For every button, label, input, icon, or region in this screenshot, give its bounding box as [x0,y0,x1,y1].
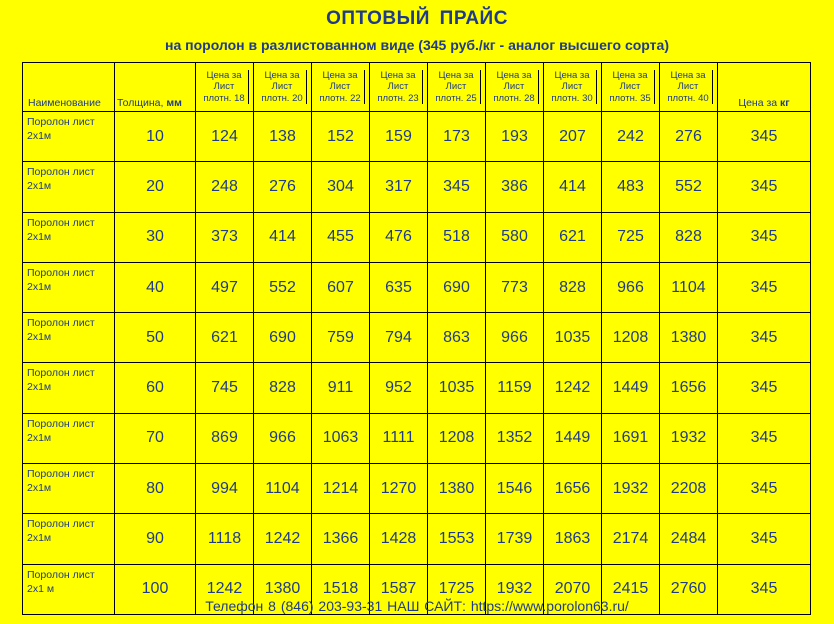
page-title: ОПТОВЫЙ ПРАЙС [326,8,508,29]
price-cell: 580 [486,212,544,262]
price-cell: 863 [428,313,486,363]
price-cell: 1725 [428,564,486,614]
price-cell: 1553 [428,514,486,564]
product-name-cell [23,112,115,162]
price-cell: 690 [254,313,312,363]
product-name-cell [23,212,115,262]
price-cell: 2070 [544,564,602,614]
header-kg-text: Цена за [738,97,781,109]
table-row [23,413,811,463]
price-cell: 2208 [660,464,718,514]
price-cell: 193 [486,112,544,162]
product-name: Поролон лист [27,367,95,380]
price-cell: 483 [602,162,660,212]
price-cell: 1242 [254,514,312,564]
price-cell: 1546 [486,464,544,514]
price-cell: 152 [312,112,370,162]
product-size: 2х1м [27,130,52,142]
product-name-cell [23,363,115,413]
price-cell: 1208 [428,413,486,463]
header-price-20: Цена за Лист плотн. 20 [254,63,312,112]
price-per-kg-cell: 345 [718,564,811,614]
price-cell: 373 [196,212,254,262]
header-name: Наименование [23,63,115,112]
price-cell: 1111 [370,413,428,463]
price-cell: 2415 [602,564,660,614]
price-cell: 1428 [370,514,428,564]
price-cell: 2174 [602,514,660,564]
page-subtitle: на поролон в разлистованном виде (345 руб./кг - аналог высшего сорта) [165,37,669,53]
price-cell: 869 [196,413,254,463]
price-cell: 1449 [602,363,660,413]
price-cell: 1380 [254,564,312,614]
price-cell: 455 [312,212,370,262]
price-cell: 248 [196,162,254,212]
price-cell: 1932 [660,413,718,463]
header-price-22: Цена за Лист плотн. 22 [312,63,370,112]
price-per-kg-cell: 345 [718,112,811,162]
price-cell: 552 [660,162,718,212]
price-cell: 794 [370,313,428,363]
thickness-cell: 70 [115,413,196,463]
price-table [22,62,811,615]
price-cell: 1449 [544,413,602,463]
price-cell: 1270 [370,464,428,514]
table-body [23,112,811,615]
price-cell: 173 [428,112,486,162]
price-cell: 1380 [428,464,486,514]
price-cell: 952 [370,363,428,413]
price-cell: 159 [370,112,428,162]
price-cell: 1352 [486,413,544,463]
price-cell: 1863 [544,514,602,564]
table-row [23,313,811,363]
product-size: 2х1м [27,532,52,545]
header-price-40: Цена за Лист плотн. 40 [660,63,718,112]
product-name: Поролон лист [27,417,95,430]
price-cell: 1118 [196,514,254,564]
price-cell: 1214 [312,464,370,514]
price-per-kg-cell: 345 [718,262,811,312]
product-name-cell [23,262,115,312]
price-per-kg-cell: 345 [718,464,811,514]
product-size: 2х1 м [27,582,55,595]
price-cell: 1366 [312,514,370,564]
price-per-kg-cell: 345 [718,162,811,212]
price-per-kg-cell: 345 [718,313,811,363]
price-cell: 2484 [660,514,718,564]
price-cell: 621 [544,212,602,262]
product-size: 2х1м [27,230,52,243]
product-size: 2х1м [27,331,52,344]
price-cell: 1104 [254,464,312,514]
product-name: Поролон лист [27,166,95,179]
price-cell: 124 [196,112,254,162]
price-cell: 1242 [196,564,254,614]
price-cell: 276 [254,162,312,212]
thickness-cell: 10 [115,112,196,162]
price-cell: 1159 [486,363,544,413]
thickness-cell: 60 [115,363,196,413]
price-cell: 518 [428,212,486,262]
thickness-cell: 40 [115,262,196,312]
product-name: Поролон лист [27,116,95,128]
price-cell: 828 [660,212,718,262]
price-cell: 386 [486,162,544,212]
price-cell: 1932 [486,564,544,614]
price-cell: 745 [196,363,254,413]
price-cell: 635 [370,262,428,312]
price-cell: 1035 [428,363,486,413]
header-thickness-text: Толщина, [117,97,167,109]
product-name-cell [23,313,115,363]
product-size: 2х1м [27,180,52,193]
table-row [23,464,811,514]
price-cell: 2760 [660,564,718,614]
table-row [23,363,811,413]
price-cell: 1063 [312,413,370,463]
table-row [23,514,811,564]
product-name: Поролон лист [27,468,95,481]
product-size: 2х1м [27,280,52,293]
price-cell: 414 [544,162,602,212]
price-per-kg-cell: 345 [718,413,811,463]
product-name: Поролон лист [27,568,95,581]
price-cell: 911 [312,363,370,413]
product-size: 2х1м [27,482,52,495]
header-kg-unit: кг [780,97,790,109]
price-cell: 497 [196,262,254,312]
price-cell: 1656 [544,464,602,514]
price-cell: 690 [428,262,486,312]
thickness-cell: 30 [115,212,196,262]
product-name: Поролон лист [27,216,95,229]
price-cell: 725 [602,212,660,262]
price-per-kg-cell: 345 [718,514,811,564]
price-cell: 414 [254,212,312,262]
price-cell: 607 [312,262,370,312]
price-cell: 476 [370,212,428,262]
product-name: Поролон лист [27,266,95,279]
product-name-cell [23,413,115,463]
thickness-cell: 90 [115,514,196,564]
price-cell: 1242 [544,363,602,413]
product-size: 2х1м [27,431,52,444]
header-thickness [115,63,196,112]
price-cell: 552 [254,262,312,312]
price-cell: 1518 [312,564,370,614]
table-row [23,112,811,162]
header-price-25: Цена за Лист плотн. 25 [428,63,486,112]
product-name: Поролон лист [27,317,95,330]
price-cell: 1035 [544,313,602,363]
table-row [23,212,811,262]
price-per-kg-cell: 345 [718,212,811,262]
price-cell: 1739 [486,514,544,564]
product-name: Поролон лист [27,518,95,531]
price-cell: 317 [370,162,428,212]
header-price-28: Цена за Лист плотн. 28 [486,63,544,112]
price-cell: 304 [312,162,370,212]
price-cell: 345 [428,162,486,212]
price-cell: 1932 [602,464,660,514]
price-cell: 828 [544,262,602,312]
price-cell: 966 [486,313,544,363]
price-cell: 242 [602,112,660,162]
price-cell: 994 [196,464,254,514]
product-size: 2х1м [27,381,52,394]
price-cell: 828 [254,363,312,413]
price-cell: 1380 [660,313,718,363]
product-name-cell [23,514,115,564]
footer-contacts: Телефон 8 (846) 203-93-31 НАШ САЙТ: https://www.porolon63.ru/ [205,598,629,614]
header-thickness-unit: мм [166,97,182,109]
product-name-cell [23,464,115,514]
thickness-cell: 50 [115,313,196,363]
header-price-18: Цена за Лист плотн. 18 [196,63,254,112]
header-price-30: Цена за Лист плотн. 30 [544,63,602,112]
table-row [23,162,811,212]
header-price-per-kg [718,63,811,112]
thickness-cell: 100 [115,564,196,614]
thickness-cell: 20 [115,162,196,212]
thickness-cell: 80 [115,464,196,514]
product-name-cell [23,162,115,212]
price-cell: 1691 [602,413,660,463]
price-cell: 138 [254,112,312,162]
price-cell: 621 [196,313,254,363]
price-cell: 759 [312,313,370,363]
price-per-kg-cell: 345 [718,363,811,413]
price-cell: 207 [544,112,602,162]
table-row [23,262,811,312]
price-cell: 1104 [660,262,718,312]
header-price-35: Цена за Лист плотн. 35 [602,63,660,112]
price-cell: 276 [660,112,718,162]
header-row [23,63,811,112]
price-cell: 966 [254,413,312,463]
price-cell: 1656 [660,363,718,413]
price-cell: 1208 [602,313,660,363]
price-cell: 1587 [370,564,428,614]
price-cell: 773 [486,262,544,312]
header-price-23: Цена за Лист плотн. 23 [370,63,428,112]
price-cell: 966 [602,262,660,312]
